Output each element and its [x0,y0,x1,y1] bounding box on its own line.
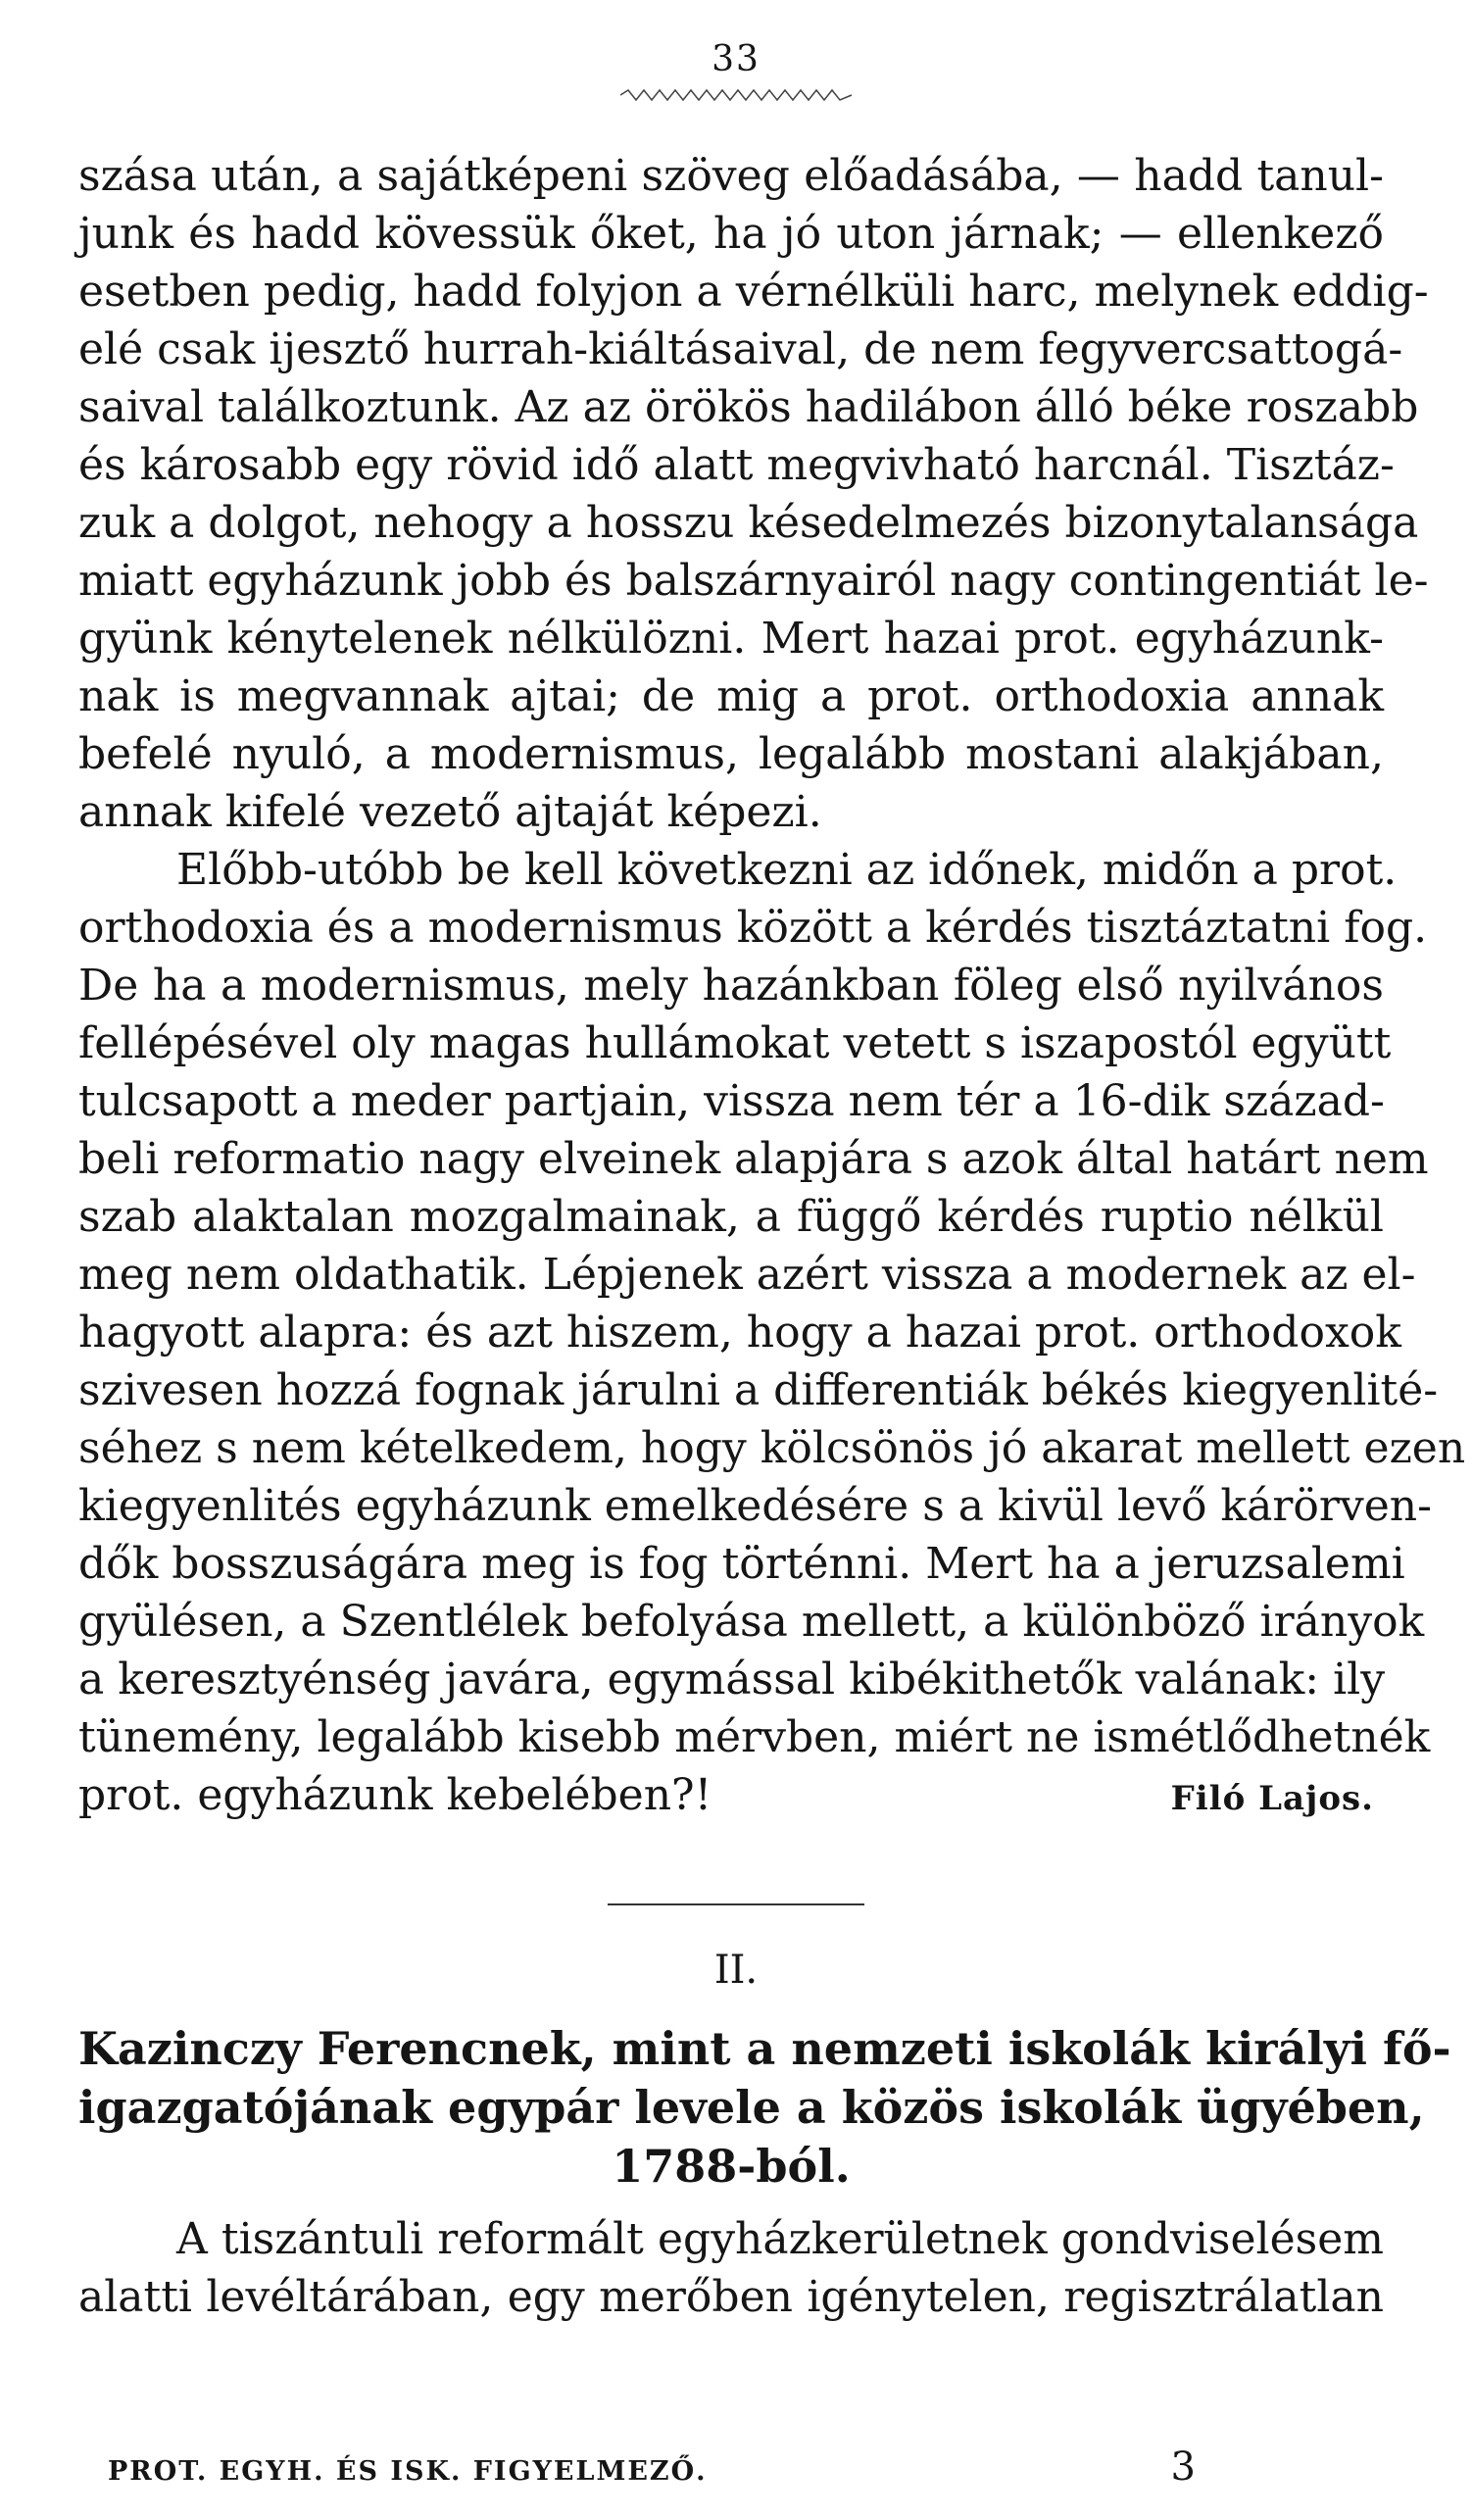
section-heading [78,2019,1451,2196]
text-line: szivesen hozzá fognak járulni a differentiák békés kiegyenlité- [78,1365,1439,1415]
text-line: esetben pedig, hadd folyjon a vérnélküli harc, melynek eddig- [78,267,1429,317]
text-line: orthodoxia és a modernismus között a kérdés tisztáztatni fog. [78,903,1428,953]
text-line: nak is megvannak ajtai; de mig a prot. orthodoxia annak [78,671,1384,721]
text-line: A tiszántuli reformált egyházkerületnek gondviselésem [176,2214,1384,2264]
text-line: gyünk kénytelenek nélkülözni. Mert hazai prot. egyházunk- [78,614,1384,664]
heading-line: Kazinczy Ferencnek, mint a nemzeti iskolák királyi fő- [78,2022,1451,2075]
text-line: séhez s nem kételkedem, hogy kölcsönös jó akarat mellett ezen [78,1423,1466,1473]
text-line: fellépésével oly magas hullámokat vetett s iszapostól együtt [78,1018,1392,1068]
text-line: meg nem oldathatik. Lépjenek azért vissza a modernek az el- [78,1250,1416,1300]
text-line: miatt egyházunk jobb és balszárnyairól nagy contingentiát le- [78,556,1429,606]
paragraph-2 [78,841,1466,1766]
text-line: szab alaktalan mozgalmainak, a függő kérdés ruptio nélkül [78,1192,1384,1242]
author-signature: Filó Lajos. [1170,1779,1374,1818]
text-line: De ha a modernismus, mely hazánkban föleg első nyilvános [78,961,1384,1011]
text-line: a keresztyénség javára, egymással kibékithetők valának: ily [78,1655,1386,1705]
text-line: gyülésen, a Szentlélek befolyása mellett, a különböző irányok [78,1597,1425,1647]
text-line: befelé nyuló, a modernismus, legalább mostani alakjában, [78,729,1384,779]
text-line: elé csak ijesztő hurrah-kiáltásaival, de nem fegyvercsattogá- [78,324,1403,374]
text-line: beli reformatio nagy elveinek alapjára s azok által határt nem [78,1134,1429,1184]
text-line: junk és hadd kövessük őket, ha jó uton járnak; — ellenkező [78,209,1384,259]
text-line: zuk a dolgot, nehogy a hosszu késedelmezés bizonytalansága [78,498,1419,548]
text-line: és károsabb egy rövid idő alatt megvivható harcnál. Tisztáz- [78,440,1395,490]
signature-mark: 3 [1170,2445,1196,2490]
text-line: hagyott alapra: és azt hiszem, hogy a hazai prot. orthodoxok [78,1308,1401,1358]
text-line: annak kifelé vezető ajtaját képezi. [78,787,822,837]
text-line: saival találkoztunk. Az az örökös hadilábon álló béke roszabb [78,382,1419,432]
decorative-ornament [620,88,852,102]
heading-line: 1788-ból. [612,2140,851,2193]
closing-text: prot. egyházunk kebelében?! [78,1770,712,1820]
text-line: alatti levéltárában, egy merőben igénytelen, regisztrálatlan [78,2272,1384,2322]
text-line: kiegyenlités egyházunk emelkedésére s a kivül levő kárörven- [78,1481,1432,1531]
paragraph-3 [78,2210,1384,2326]
journal-title: PROT. EGYH. ÉS ISK. FIGYELMEZŐ. [108,2456,708,2487]
text-line: tünemény, legalább kisebb mérvben, miért ne ismétlődhetnék [78,1712,1431,1762]
page-footer [108,2445,1196,2490]
text-line: tulcsapott a meder partjain, vissza nem tér a 16-dik század- [78,1076,1385,1126]
article-body [78,147,1466,1828]
heading-line: igazgatójának egypár levele a közös iskolák ügyében, [78,2081,1425,2134]
page-number: 33 [711,39,761,79]
text-line: dők bosszuságára meg is fog történni. Mert ha a jeruzsalemi [78,1539,1405,1589]
section-number: II. [713,1948,759,1993]
paragraph-1 [78,147,1429,841]
closing-line [78,1766,1384,1828]
section-divider [608,1903,864,1905]
text-line: szása után, a sajátképeni szöveg előadásába, — hadd tanul- [78,151,1384,201]
text-line: Előbb-utóbb be kell következni az időnek, midőn a prot. [176,845,1398,895]
